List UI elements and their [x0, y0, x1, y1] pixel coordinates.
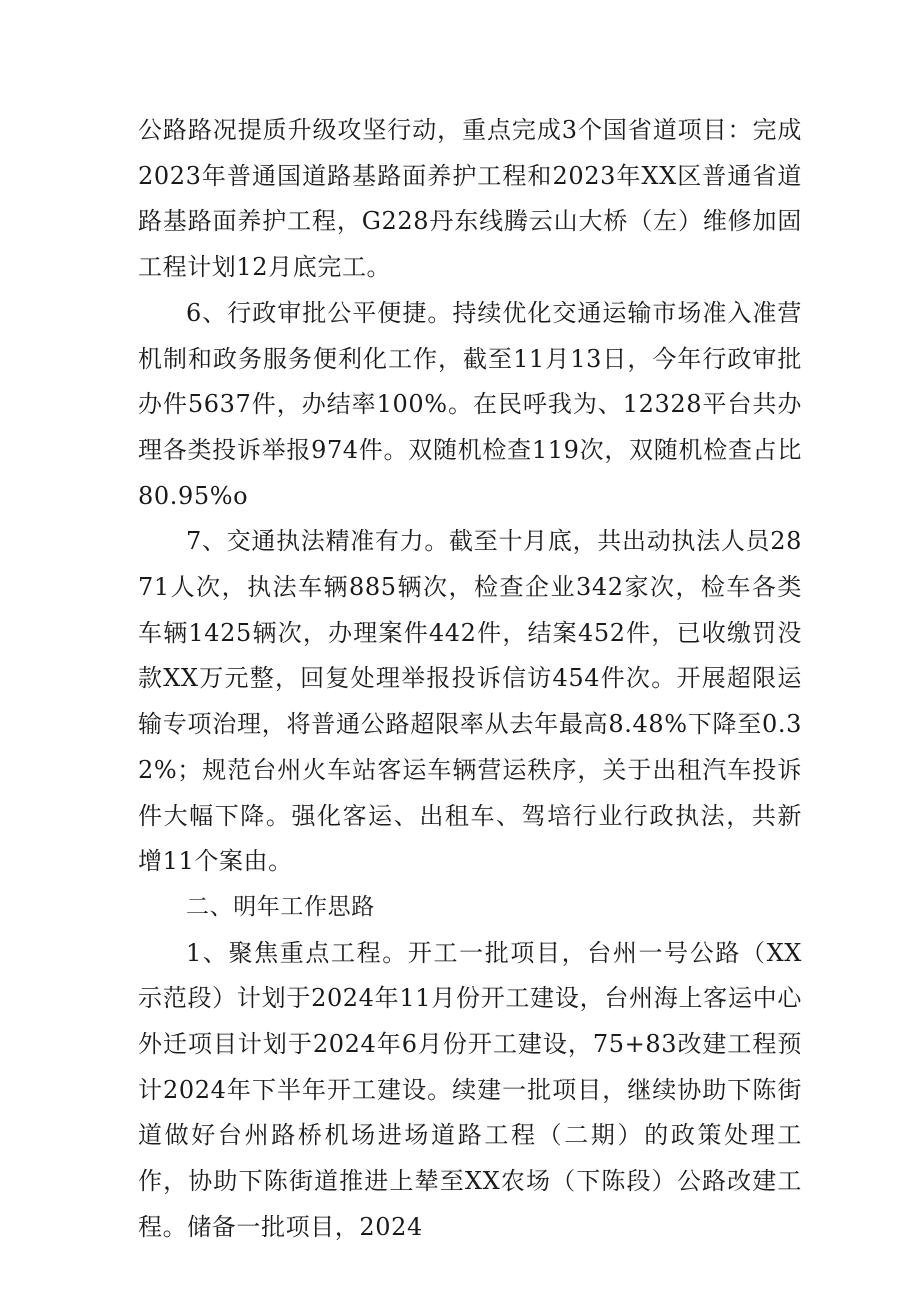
section-heading-next-year: 二、明年工作思路: [186, 893, 375, 920]
paragraph-traffic-enforcement: 7、交通执法精准有力。截至十月底，共出动执法人员2871人次，执法车辆885辆次，检查企业342家次，检车各类车辆1425辆次，办理案件442件，结案452件，已收缴罚没款XX万元整，回复处理举报投诉信访454件次。开展超限运输专项治理，将普通公路超限率从去年最高8.48%下降至0.32%；规范台州火车站客运车辆营运秩序，关于出租汽车投诉件大幅下降。强化客运、出租车、驾培行业行政执法，共新增11个案由。: [138, 527, 802, 876]
paragraph-administrative-approval: 6、行政审批公平便捷。持续优化交通运输市场准入准营机制和政务服务便利化工作，截至11月13日，今年行政审批办件5637件，办结率100%。在民呼我为、12328平台共办理各类投诉举报974件。双随机检查119次，双随机检查占比80.95%o: [138, 298, 802, 510]
paragraph-key-projects: 1、聚焦重点工程。开工一批项目，台州一号公路（XX示范段）计划于2024年11月份开工建设，台州海上客运中心外迁项目计划于2024年6月份开工建设，75+83改建工程预计2024年下半年开工建设。续建一批项目，继续协助下陈街道做好台州路桥机场进场道路工程（二期）的政策处理工作，协助下陈街道推进上辇至XX农场（下陈段）公路改建工程。储备一批项目，2024: [138, 938, 802, 1241]
paragraph-road-upgrade: 公路路况提质升级攻坚行动，重点完成3个国省道项目：完成2023年普通国道路基路面养护工程和2023年XX区普通省道路基路面养护工程，G228丹东线腾云山大桥（左）维修加固工程计划12月底完工。: [138, 116, 802, 282]
